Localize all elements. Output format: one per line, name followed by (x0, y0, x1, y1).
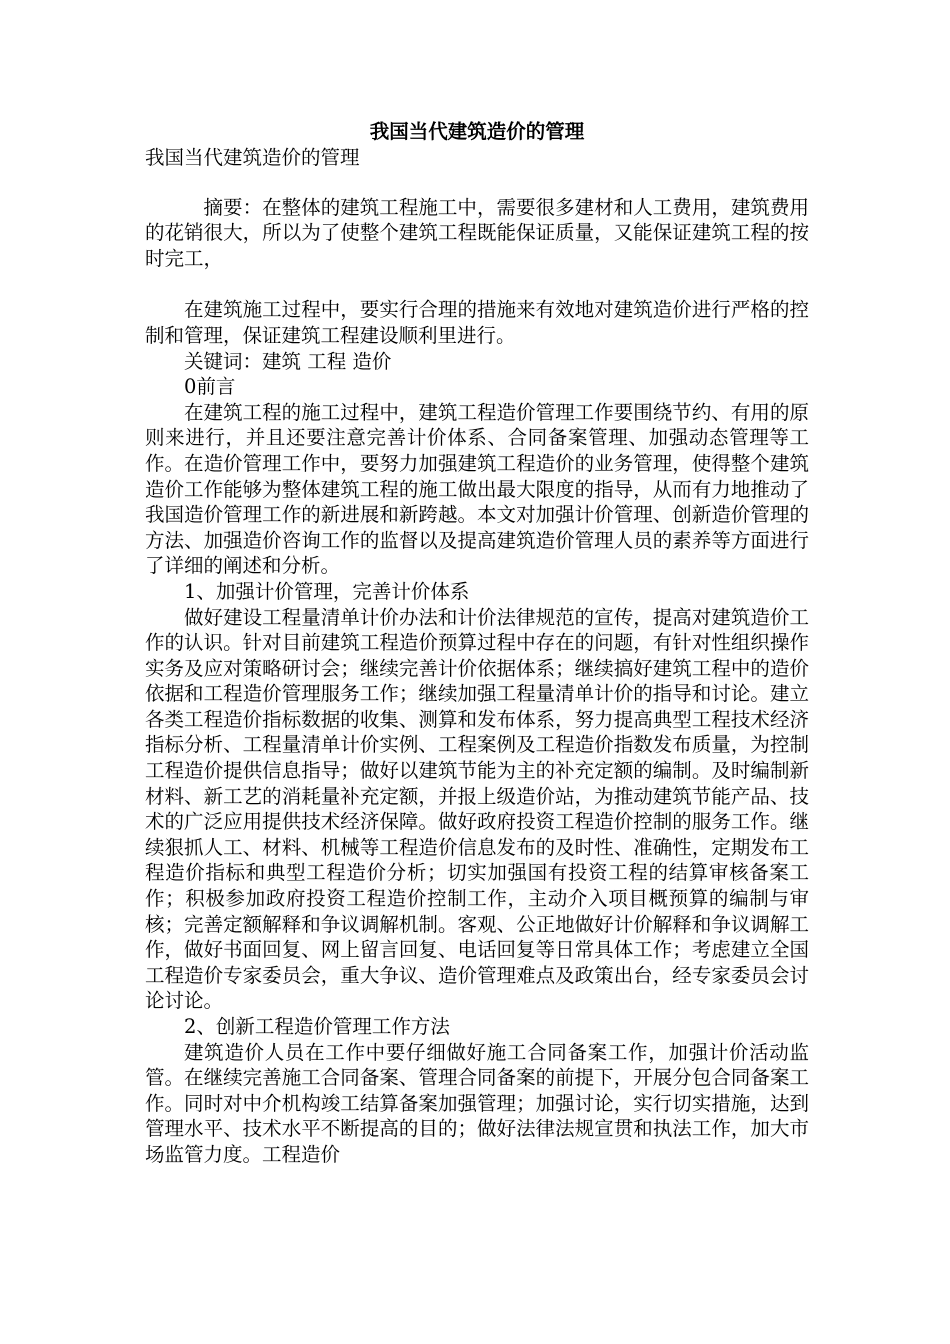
document-subtitle: 我国当代建筑造价的管理 (145, 146, 360, 169)
abstract-paragraph: 摘要：在整体的建筑工程施工中，需要很多建材和人工费用，建筑费用的花销很大，所以为了使整个建筑工程既能保证质量，又能保证建筑工程的按时完工， (145, 195, 809, 270)
body-paragraph: 在建筑工程的施工过程中，建筑工程造价管理工作要围绕节约、有用的原则来进行，并且还要注意完善计价体系、合同备案管理、加强动态管理等工作。在造价管理工作中，要努力加强建筑工程造价的业务管理，使得整个建筑造价工作能够为整体建筑工程的施工做出最大限度的指导，从而有力地推动了我国造价管理工作的新进展和新跨越。本文对加强计价管理、创新造价管理的方法、加强造价咨询工作的监督以及提高建筑造价管理人员的素养等方面进行了详细的阐述和分析。 (145, 400, 809, 578)
keywords-line: 关键词：建筑 工程 造价 (184, 349, 392, 373)
body-paragraph: 建筑造价人员在工作中要仔细做好施工合同备案工作，加强计价活动监管。在继续完善施工合同备案、管理合同备案的前提下，开展分包合同备案工作。同时对中介机构竣工结算备案加强管理；加强讨论，实行切实措施，达到管理水平、技术水平不断提高的目的；做好法律法规宣贯和执法工作，加大市场监管力度。工程造价 (145, 1040, 809, 1166)
section-heading-2: 2、创新工程造价管理工作方法 (184, 1015, 450, 1038)
section-heading-1: 1、加强计价管理，完善计价体系 (184, 579, 470, 603)
document-title: 我国当代建筑造价的管理 (369, 120, 585, 143)
body-paragraph: 做好建设工程量清单计价办法和计价法律规范的宣传，提高对建筑造价工作的认识。针对目前建筑工程造价预算过程中存在的问题，有针对性组织操作实务及应对策略研讨会；继续完善计价依据体系；继续搞好建筑工程中的造价依据和工程造价管理服务工作；继续加强工程量清单计价的指导和讨论。建立各类工程造价指标数据的收集、测算和发布体系，努力提高典型工程技术经济指标分析、工程量清单计价实例、工程案例及工程造价指数发布质量，为控制工程造价提供信息指导；做好以建筑节能为主的补充定额的编制。及时编制新材料、新工艺的消耗量补充定额，并报上级造价站，为推动建筑节能产品、技术的广泛应用提供技术经济保障。做好政府投资工程造价控制的服务工作。继续狠抓人工、材料、机械等工程造价信息发布的及时性、准确性，定期发布工程造价指标和典型工程造价分析；切实加强国有投资工程的结算审核备案工作；积极参加政府投资工程造价控制工作，主动介入项目概预算的编制与审核；完善定额解释和争议调解机制。客观、公正地做好计价解释和争议调解工作，做好书面回复、网上留言回复、电话回复等日常具体工作；考虑建立全国工程造价专家委员会，重大争议、造价管理难点及政策出台，经专家委员会讨论讨论。 (145, 605, 809, 1013)
section-heading-intro: 0前言 (184, 375, 236, 399)
body-paragraph: 在建筑施工过程中，要实行合理的措施来有效地对建筑造价进行严格的控制和管理，保证建筑工程建设顺利里进行。 (145, 298, 809, 347)
document-page (145, 118, 809, 1168)
